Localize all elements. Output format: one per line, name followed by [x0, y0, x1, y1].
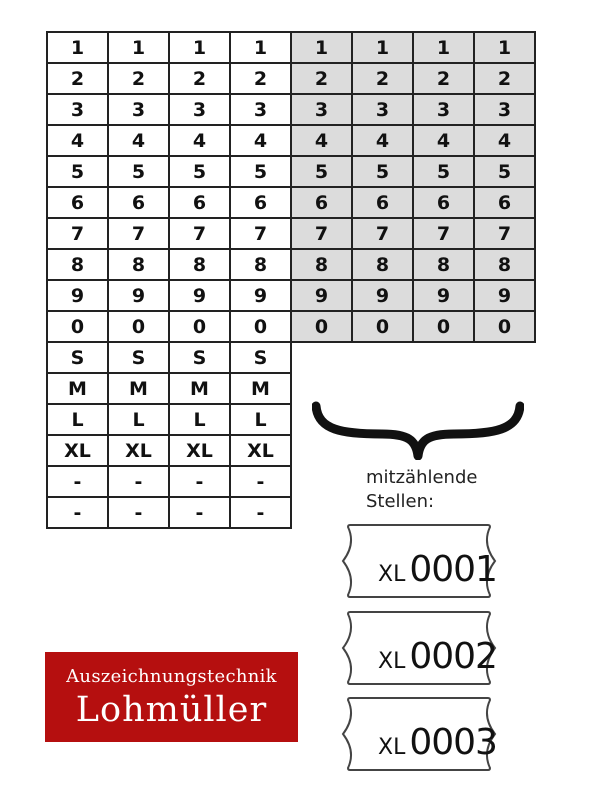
grid-cell: 9 — [169, 280, 230, 311]
grid-empty-cell — [352, 342, 413, 373]
grid-cell: 5 — [169, 156, 230, 187]
grid-cell: - — [108, 466, 169, 497]
grid-cell: 3 — [47, 94, 108, 125]
grid-cell: 9 — [230, 280, 291, 311]
grid-row — [47, 249, 535, 280]
grid-cell: 4 — [474, 125, 535, 156]
grid-cell: 6 — [169, 187, 230, 218]
grid-cell: 9 — [352, 280, 413, 311]
grid-cell: - — [47, 497, 108, 528]
grid-cell: 6 — [108, 187, 169, 218]
grid-row — [47, 280, 535, 311]
grid-cell: L — [230, 404, 291, 435]
grid-cell: 4 — [169, 125, 230, 156]
grid-cell: 7 — [474, 218, 535, 249]
grid-cell: 4 — [291, 125, 352, 156]
grid-cell: M — [230, 373, 291, 404]
grid-cell: 5 — [47, 156, 108, 187]
grid-cell: 8 — [474, 249, 535, 280]
grid-cell: XL — [108, 435, 169, 466]
grid-cell: - — [230, 497, 291, 528]
grid-cell: 6 — [474, 187, 535, 218]
label-number: 0003 — [409, 722, 497, 763]
grid-cell: 0 — [291, 311, 352, 342]
grid-cell: - — [108, 497, 169, 528]
grid-cell: 8 — [47, 249, 108, 280]
grid-cell: 9 — [291, 280, 352, 311]
price-label-2 — [340, 609, 498, 687]
grid-cell: 6 — [291, 187, 352, 218]
grid-cell: 0 — [169, 311, 230, 342]
caption-line-2: Stellen: — [366, 491, 435, 512]
grid-empty-cell — [291, 466, 352, 497]
grid-cell: 0 — [230, 311, 291, 342]
price-label-1 — [340, 522, 498, 600]
grid-cell: 4 — [352, 125, 413, 156]
grid-row — [47, 94, 535, 125]
grid-cell: 2 — [108, 63, 169, 94]
curly-brace-icon — [312, 400, 524, 460]
grid-cell: S — [108, 342, 169, 373]
grid-cell: 2 — [291, 63, 352, 94]
grid-cell: 7 — [169, 218, 230, 249]
label-size: XL — [378, 735, 406, 760]
grid-empty-cell — [474, 342, 535, 373]
grid-cell: 5 — [108, 156, 169, 187]
grid-cell: 4 — [47, 125, 108, 156]
grid-cell: 3 — [230, 94, 291, 125]
grid-cell: 2 — [169, 63, 230, 94]
grid-cell: M — [108, 373, 169, 404]
grid-cell: 6 — [413, 187, 474, 218]
grid-cell: 9 — [47, 280, 108, 311]
grid-cell: 6 — [352, 187, 413, 218]
grid-cell: 4 — [230, 125, 291, 156]
grid-cell: 2 — [413, 63, 474, 94]
grid-row — [47, 156, 535, 187]
grid-cell: 0 — [108, 311, 169, 342]
grid-cell: 4 — [108, 125, 169, 156]
grid-cell: L — [108, 404, 169, 435]
grid-cell: 5 — [291, 156, 352, 187]
grid-cell: 6 — [47, 187, 108, 218]
label-size: XL — [378, 649, 406, 674]
grid-row — [47, 218, 535, 249]
grid-cell: - — [230, 466, 291, 497]
grid-cell: XL — [169, 435, 230, 466]
grid-cell: S — [47, 342, 108, 373]
grid-cell: 1 — [352, 32, 413, 63]
grid-cell: 3 — [474, 94, 535, 125]
grid-cell: 2 — [230, 63, 291, 94]
grid-cell: 8 — [413, 249, 474, 280]
grid-empty-cell — [474, 466, 535, 497]
grid-cell: 8 — [169, 249, 230, 280]
grid-cell: M — [47, 373, 108, 404]
grid-row — [47, 342, 535, 373]
grid-cell: 1 — [474, 32, 535, 63]
grid-row — [47, 125, 535, 156]
grid-cell: 7 — [47, 218, 108, 249]
price-label-3 — [340, 695, 498, 773]
caption-line-1: mitzählende — [366, 467, 478, 488]
grid-cell: 0 — [47, 311, 108, 342]
label-size: XL — [378, 562, 406, 587]
label-number: 0001 — [409, 549, 497, 590]
grid-cell: - — [47, 466, 108, 497]
caption — [366, 466, 477, 514]
label-number: 0002 — [409, 636, 497, 677]
grid-cell: 8 — [291, 249, 352, 280]
grid-cell: 1 — [230, 32, 291, 63]
grid-cell: 9 — [474, 280, 535, 311]
grid-cell: 9 — [413, 280, 474, 311]
grid-cell: 3 — [413, 94, 474, 125]
grid-cell: 1 — [291, 32, 352, 63]
grid-cell: 6 — [230, 187, 291, 218]
grid-cell: - — [169, 466, 230, 497]
grid-cell: 3 — [169, 94, 230, 125]
grid-cell: 1 — [169, 32, 230, 63]
grid-cell: XL — [47, 435, 108, 466]
grid-cell: 5 — [474, 156, 535, 187]
grid-cell: 3 — [108, 94, 169, 125]
logo-line-1: Auszeichnungstechnik — [66, 666, 277, 687]
grid-cell: 7 — [230, 218, 291, 249]
grid-cell: 2 — [47, 63, 108, 94]
grid-cell: 3 — [291, 94, 352, 125]
grid-cell: L — [47, 404, 108, 435]
grid-cell: 7 — [291, 218, 352, 249]
grid-cell: 0 — [413, 311, 474, 342]
grid-row — [47, 187, 535, 218]
grid-cell: 7 — [413, 218, 474, 249]
grid-cell: L — [169, 404, 230, 435]
grid-cell: 8 — [108, 249, 169, 280]
grid-empty-cell — [291, 342, 352, 373]
grid-cell: - — [169, 497, 230, 528]
grid-cell: 1 — [108, 32, 169, 63]
grid-cell: 0 — [352, 311, 413, 342]
grid-row — [47, 311, 535, 342]
grid-cell: S — [169, 342, 230, 373]
grid-cell: 8 — [230, 249, 291, 280]
grid-cell: M — [169, 373, 230, 404]
grid-cell: 7 — [352, 218, 413, 249]
grid-cell: 5 — [413, 156, 474, 187]
grid-cell: 5 — [352, 156, 413, 187]
grid-cell: 2 — [474, 63, 535, 94]
grid-cell: 9 — [108, 280, 169, 311]
grid-cell: 0 — [474, 311, 535, 342]
grid-cell: 7 — [108, 218, 169, 249]
grid-cell: 5 — [230, 156, 291, 187]
company-logo — [45, 652, 298, 742]
grid-row — [47, 32, 535, 63]
grid-cell: 8 — [352, 249, 413, 280]
logo-line-2: Lohmüller — [75, 690, 268, 730]
grid-cell: 3 — [352, 94, 413, 125]
grid-cell: 1 — [413, 32, 474, 63]
grid-cell: 4 — [413, 125, 474, 156]
grid-cell: 2 — [352, 63, 413, 94]
grid-row — [47, 63, 535, 94]
grid-cell: S — [230, 342, 291, 373]
grid-cell: XL — [230, 435, 291, 466]
grid-cell: 1 — [47, 32, 108, 63]
grid-empty-cell — [413, 342, 474, 373]
